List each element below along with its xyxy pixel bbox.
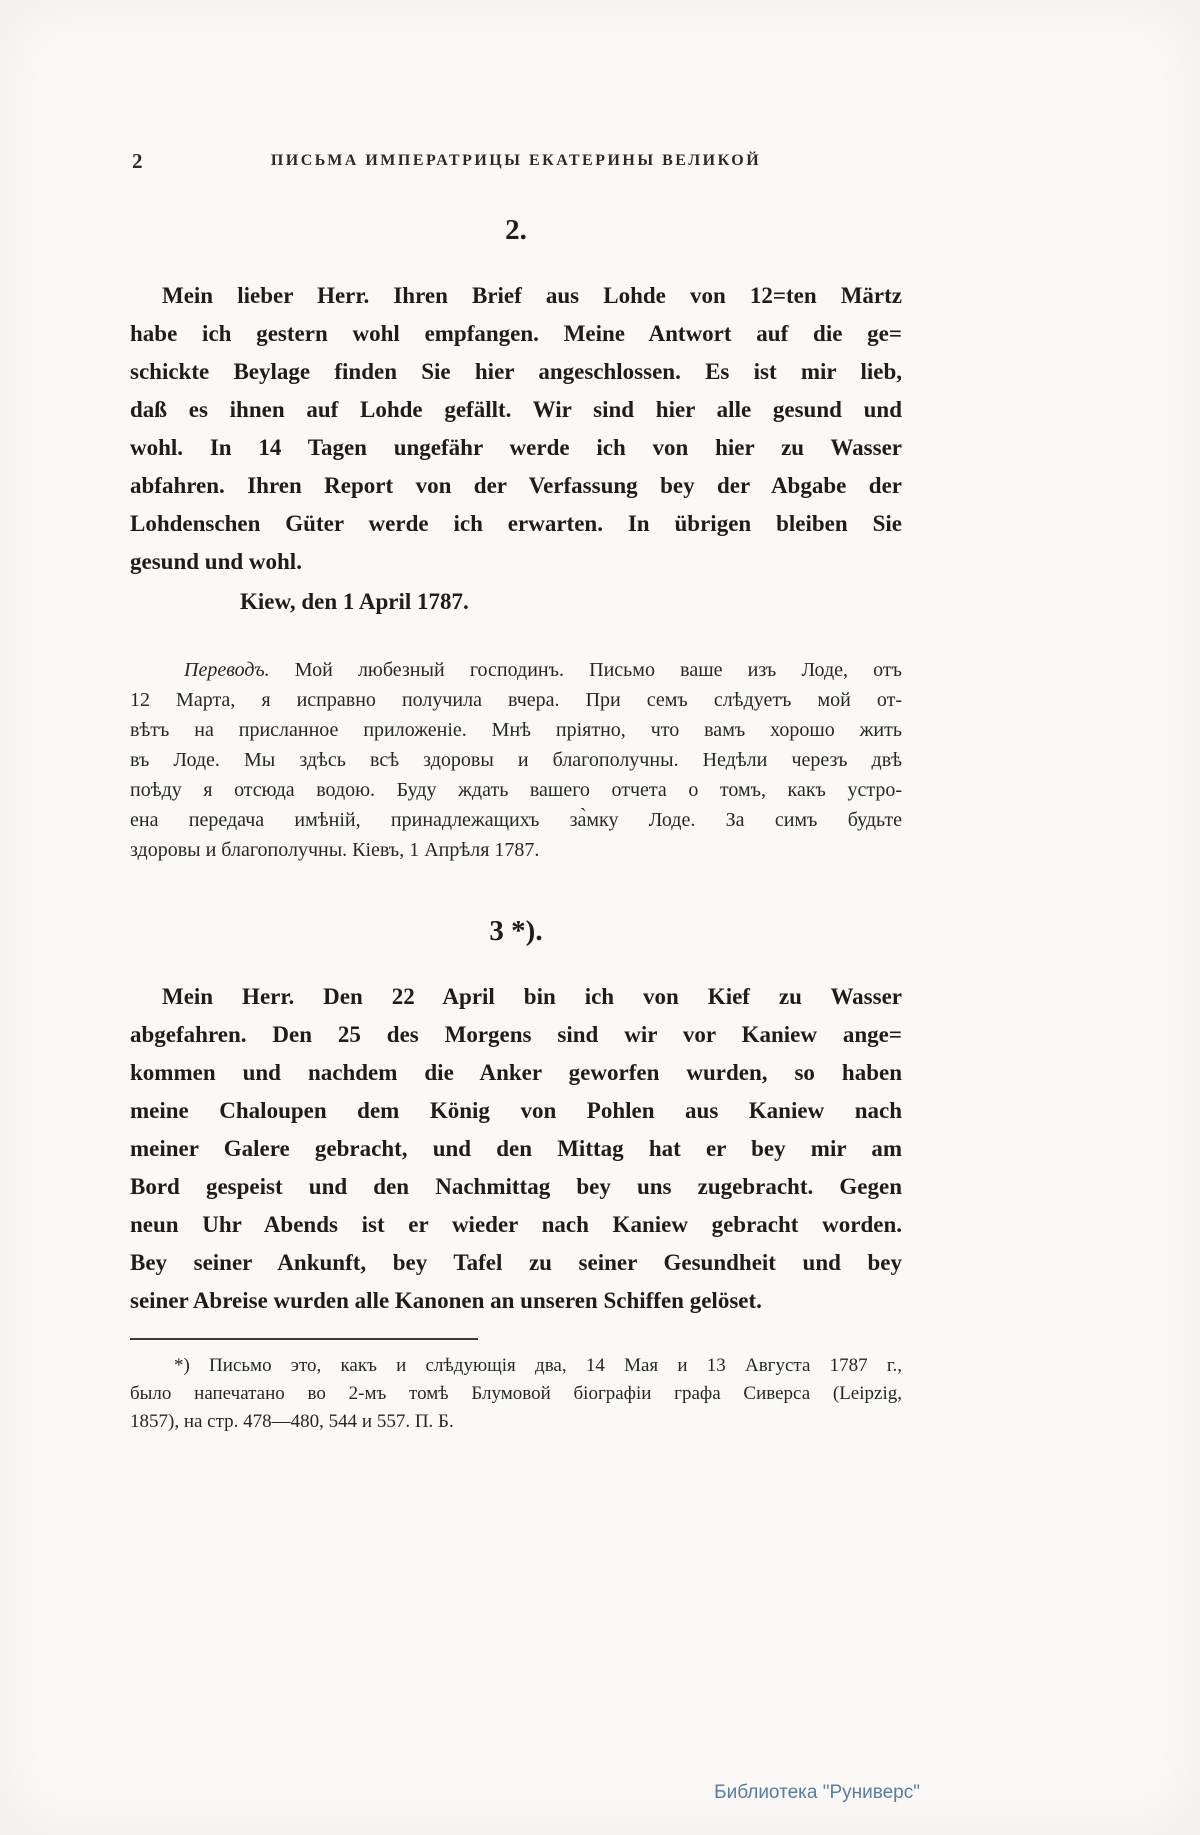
text-line: поѣду я отсюда водою. Буду ждать вашего отчета о томъ, какъ устро- — [130, 779, 902, 801]
text-line: meiner Galere gebracht, und den Mittag hat er bey mir am — [130, 1136, 902, 1161]
letter-3-section — [130, 915, 902, 1320]
text-line: въ Лоде. Мы здѣсь всѣ здоровы и благополучны. Недѣли черезъ двѣ — [130, 749, 902, 771]
letter-2-section — [130, 214, 902, 865]
footnote-rule — [130, 1338, 478, 1340]
translation-label: Переводъ. — [184, 659, 270, 681]
text-line: 1857), на стр. 478—480, 544 и 557. П. Б. — [130, 1411, 454, 1432]
letter-2-heading: 2. — [505, 214, 527, 246]
page-number: 2 — [132, 149, 143, 173]
text-line: было напечатано во 2-мъ томѣ Блумовой біографіи графа Сиверса (Leipzig, — [130, 1383, 902, 1404]
text-line: Mein lieber Herr. Ihren Brief aus Lohde von 12=ten Märtz — [162, 283, 902, 308]
text-line: kommen und nachdem die Anker geworfen wurden, so haben — [130, 1060, 902, 1085]
text-line: Bord gespeist und den Nachmittag bey uns zugebracht. Gegen — [130, 1174, 902, 1199]
text-line: habe ich gestern wohl empfangen. Meine Antwort auf die ge= — [130, 321, 902, 346]
text-line: ена передача имѣній, принадлежащихъ за̀мку Лоде. За симъ будьте — [130, 809, 902, 831]
letter-2-translation — [130, 655, 902, 865]
text-line: Bey seiner Ankunft, bey Tafel zu seiner Gesundheit und bey — [130, 1250, 902, 1275]
text-line: Mein Herr. Den 22 April bin ich von Kief zu Wasser — [162, 984, 902, 1009]
text-line: здоровы и благополучны. Кіевъ, 1 Апрѣля 1787. — [130, 839, 540, 861]
text-line: *) Письмо это, какъ и слѣдующія два, 14 Мая и 13 Августа 1787 г., — [174, 1355, 902, 1376]
text-line: Lohdenschen Güter werde ich erwarten. In übrigen bleiben Sie — [130, 511, 902, 536]
letter-2-german-text — [130, 277, 902, 581]
footnote-text — [130, 1352, 902, 1436]
letter-3-german-text — [130, 978, 902, 1320]
text-line: abgefahren. Den 25 des Morgens sind wir vor Kaniew ange= — [130, 1022, 902, 1047]
page-content — [130, 0, 902, 1436]
library-watermark: Библиотека "Руниверс" — [714, 1782, 920, 1803]
text-line: meine Chaloupen dem König von Pohlen aus Kaniew nach — [130, 1098, 902, 1123]
text-line: daß es ihnen auf Lohde gefällt. Wir sind hier alle gesund und — [130, 397, 902, 422]
text-line-part: Мой любезный господинъ. Письмо ваше изъ Лоде, отъ — [294, 659, 902, 681]
text-line: abfahren. Ihren Report von der Verfassung bey der Abgabe der — [130, 473, 902, 498]
letter-3-heading: 3 *). — [489, 915, 543, 947]
text-line: 12 Марта, я исправно получила вчера. При семъ слѣдуетъ мой от- — [130, 689, 902, 711]
text-line: schickte Beylage finden Sie hier angeschlossen. Es ist mir lieb, — [130, 359, 902, 384]
text-line: gesund und wohl. — [130, 549, 302, 574]
text-line — [130, 655, 902, 685]
text-line: вѣтъ на присланное приложеніе. Мнѣ пріятно, что вамъ хорошо жить — [130, 719, 902, 741]
footnote-area — [130, 1338, 902, 1436]
text-line: neun Uhr Abends ist er wieder nach Kaniew gebracht worden. — [130, 1212, 902, 1237]
page-header — [130, 149, 902, 173]
text-line: seiner Abreise wurden alle Kanonen an unseren Schiffen gelöset. — [130, 1288, 762, 1313]
letter-2-dateline: Kiew, den 1 April 1787. — [240, 589, 469, 614]
text-line: wohl. In 14 Tagen ungefähr werde ich von hier zu Wasser — [130, 435, 902, 460]
running-title: ПИСЬМА ИМПЕРАТРИЦЫ ЕКАТЕРИНЫ ВЕЛИКОЙ — [270, 152, 762, 169]
